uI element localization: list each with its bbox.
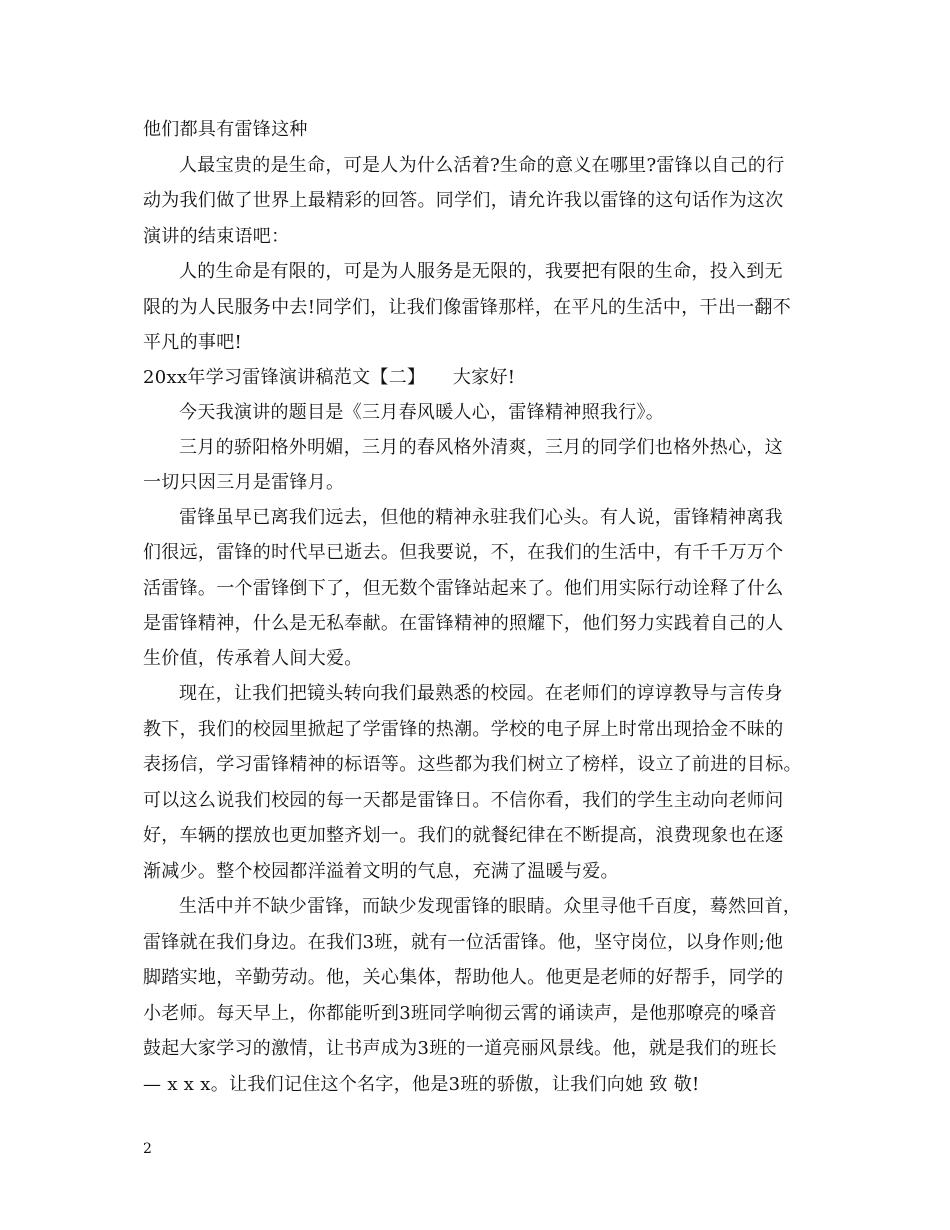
text-line: 好，车辆的摆放也更加整齐划一。我们的就餐纪律在不断提高，浪费现象也在逐	[143, 825, 784, 846]
text-line: 动为我们做了世界上最精彩的回答。同学们，请允许我以雷锋的这句话作为这次	[143, 190, 784, 211]
text-line: 是雷锋精神，什么是无私奉献。在雷锋精神的照耀下，他们努力实践着自己的人	[143, 613, 784, 634]
text-line: 三月的骄阳格外明媚，三月的春风格外清爽，三月的同学们也格外热心，这	[179, 437, 783, 458]
text-line: 鼓起大家学习的激情，让书声成为3班的一道亮丽风景线。他，就是我们的班长	[143, 1038, 777, 1059]
text-line: 人的生命是有限的，可是为人服务是无限的，我要把有限的生命，投入到无	[179, 261, 783, 282]
text-line: 他们都具有雷锋这种	[143, 119, 308, 140]
text-line: 渐减少。整个校园都洋溢着文明的气息，充满了温暖与爱。	[143, 861, 619, 882]
page-number: 2	[143, 1141, 152, 1157]
section-heading: 20xx年学习雷锋演讲稿范文【二】 大家好!	[143, 367, 516, 388]
text-line: 可以这么说我们校园的每一天都是雷锋日。不信你看，我们的学生主动向老师问	[143, 790, 784, 811]
text-line: 表扬信，学习雷锋精神的标语等。这些都为我们树立了榜样，设立了前进的目标。	[143, 754, 802, 775]
text-line: 雷锋虽早已离我们远去，但他的精神永驻我们心头。有人说，雷锋精神离我	[179, 507, 783, 528]
text-line: 演讲的结束语吧：	[143, 226, 290, 247]
text-line: 生价值，传承着人间大爱。	[143, 648, 363, 669]
text-line: 生活中并不缺少雷锋，而缺少发现雷锋的眼睛。众里寻他千百度，蓦然回首，	[179, 896, 802, 917]
text-line: 小老师。每天早上，你都能听到3班同学响彻云霄的诵读声，是他那嘹亮的嗓音	[143, 1003, 777, 1024]
text-line: 现在，让我们把镜头转向我们最熟悉的校园。在老师们的谆谆教导与言传身	[179, 683, 783, 704]
text-line: 雷锋就在我们身边。在我们3班，就有一位活雷锋。他，坚守岗位，以身作则;他	[143, 932, 784, 953]
text-line: 教下，我们的校园里掀起了学雷锋的热潮。学校的电子屏上时常出现拾金不昧的	[143, 719, 784, 740]
text-line: 人最宝贵的是生命，可是人为什么活着?生命的意义在哪里?雷锋以自己的行	[179, 155, 785, 176]
text-line: 限的为人民服务中去!同学们，让我们像雷锋那样，在平凡的生活中，干出一翻不	[143, 297, 792, 318]
text-line: 今天我演讲的题目是《三月春风暖人心，雷锋精神照我行》。	[179, 402, 665, 423]
text-line: 活雷锋。一个雷锋倒下了，但无数个雷锋站起来了。他们用实际行动诠释了什么	[143, 578, 784, 599]
text-line: — x x x。让我们记住这个名字，他是3班的骄傲，让我们向她 致 敬!	[143, 1074, 700, 1095]
text-line: 一切只因三月是雷锋月。	[143, 472, 345, 493]
text-line: 平凡的事吧!	[143, 332, 243, 353]
text-line: 脚踏实地，辛勤劳动。他，关心集体，帮助他人。他更是老师的好帮手，同学的	[143, 967, 784, 988]
text-line: 们很远，雷锋的时代早已逝去。但我要说，不，在我们的生活中，有千千万万个	[143, 542, 784, 563]
